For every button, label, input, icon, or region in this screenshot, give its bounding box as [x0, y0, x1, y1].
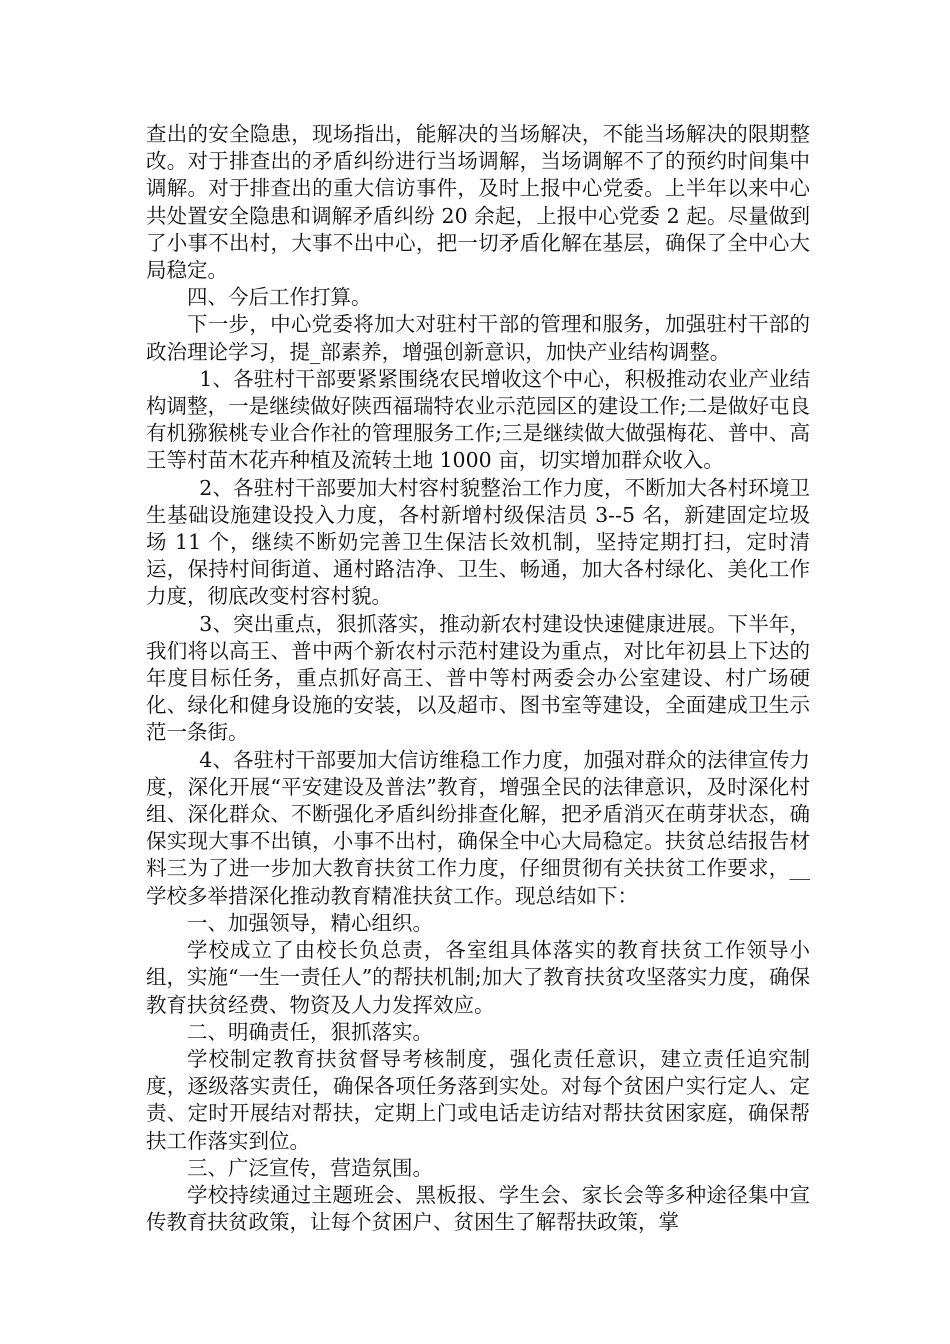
section-heading-responsibility: 二、明确责任，狠抓落实。: [187, 1019, 433, 1044]
section-heading-leadership: 一、加强领导，精心组织。: [187, 910, 433, 935]
paragraph-item-3: 3、突出重点，狠抓落实，推动新农村建设快速健康进展。下半年，我们将以高王、普中两个新农村示范村建设为重点，对比年初县上下达的年度目标任务，重点抓好高王、普中等村两委会办公室建设、村广场硬化、绿化和健身设施的安装，以及超市、图书室等建设，全面建成卫生示范一条街。: [146, 611, 810, 745]
paragraph-item-4: 4、各驻村干部要加大信访维稳工作力度，加强对群众的法律宣传力度，深化开展“平安建设及普法”教育，增强全民的法律意识，及时深化村组、深化群众、不断强化矛盾纠纷排查化解，把矛盾消灭在萌芽状态，确保实现大事不出镇，小事不出村，确保全中心大局稳定。扶贫总结报告材料三为了进一步加大教育扶贫工作力度，仔细贯彻有关扶贫工作要求，__学校多举措深化推动教育精准扶贫工作。现总结如下：: [146, 747, 810, 908]
section-heading-publicity: 三、广泛宣传，营造氛围。: [187, 1155, 433, 1180]
paragraph-publicity: 学校持续通过主题班会、黑板报、学生会、家长会等多种途径集中宣传教育扶贫政策，让每个贫困户、贫困生了解帮扶政策，掌: [146, 1182, 810, 1235]
paragraph-item-1: 1、各驻村干部要紧紧围绕农民增收这个中心，积极推动农业产业结构调整，一是继续做好陕西福瑞特农业示范园区的建设工作;二是做好屯良有机猕猴桃专业合作社的管理服务工作;三是继续做大做强梅花、普中、高王等村苗木花卉种植及流转土地 1000 亩，切实增加群众收入。: [146, 366, 810, 473]
paragraph-item-2: 2、各驻村干部要加大村容村貌整治工作力度，不断加大各村环境卫生基础设施建设投入力度，各村新增村级保洁员 3--5 名，新建固定垃圾场 11 个，继续不断奶完善卫生保洁长效机制，坚持定期打扫，定时清运，保持村间街道、通村路洁净、卫生、畅通，加大各村绿化、美化工作力度，彻底改变村容村貌。: [146, 475, 810, 609]
document-body: [146, 121, 810, 1236]
paragraph-continuation: 查出的安全隐患，现场指出，能解决的当场解决，不能当场解决的限期整改。对于排查出的矛盾纠纷进行当场调解，当场调解不了的预约时间集中调解。对于排查出的重大信访事件，及时上报中心党委。上半年以来中心共处置安全隐患和调解矛盾纠纷 20 余起，上报中心党委 2 起。尽量做到了小事不出村，大事不出中心，把一切矛盾化解在基层，确保了全中心大局稳定。: [146, 122, 810, 283]
paragraph-leadership: 学校成立了由校长负总责，各室组具体落实的教育扶贫工作领导小组，实施“一生一责任人”的帮扶机制;加大了教育扶贫攻坚落实力度，确保教育扶贫经费、物资及人力发挥效应。: [146, 938, 810, 1017]
section-heading-future-plans: 四、今后工作打算。: [187, 285, 372, 310]
paragraph-responsibility: 学校制定教育扶贫督导考核制度，强化责任意识，建立责任追究制度，逐级落实责任，确保各项任务落到实处。对每个贫困户实行定人、定责、定时开展结对帮扶，定期上门或电话走访结对帮扶贫困家庭，确保帮扶工作落实到位。: [146, 1046, 810, 1153]
paragraph-next-step: 下一步，中心党委将加大对驻村干部的管理和服务，加强驻村干部的政治理论学习，提_部素养，增强创新意识，加快产业结构调整。: [146, 312, 810, 364]
